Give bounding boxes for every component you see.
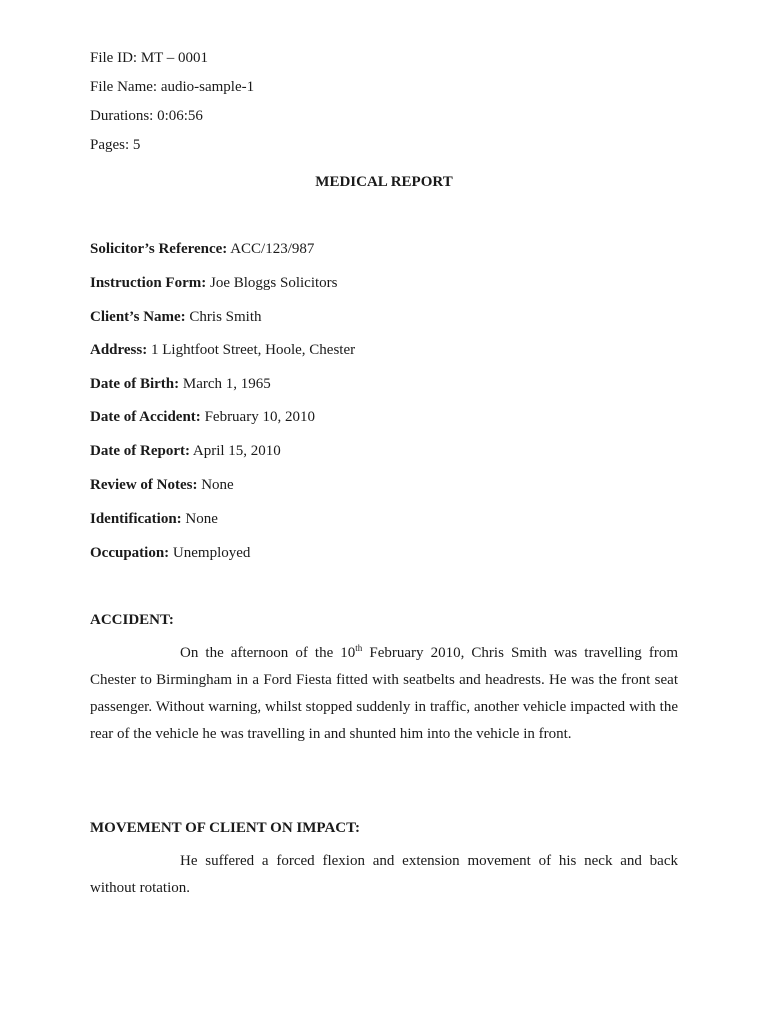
section-heading-movement: MOVEMENT OF CLIENT ON IMPACT:: [90, 820, 361, 836]
field-value: None: [197, 477, 234, 493]
field-label: Date of Report:: [90, 443, 190, 459]
file-id: File ID: MT – 0001: [90, 50, 209, 66]
movement-text: He suffered a forced flexion and extension movement of his neck and back without rotation.: [90, 853, 678, 896]
field-label: Review of Notes:: [90, 477, 198, 493]
field-value: Joe Bloggs Solicitors: [206, 275, 338, 291]
field-value: 1 Lightfoot Street, Hoole, Chester: [147, 342, 356, 358]
field-label: Identification:: [90, 511, 182, 527]
accident-text-start: On the afternoon of the 10: [180, 645, 356, 661]
field-value: April 15, 2010: [189, 443, 281, 459]
field-label: Occupation:: [90, 545, 170, 561]
field-value: Chris Smith: [185, 309, 262, 325]
field-label: Instruction Form:: [90, 275, 207, 291]
pages: Pages: 5: [90, 137, 141, 153]
field-value: March 1, 1965: [179, 376, 271, 392]
field-review-of-notes: [90, 475, 234, 495]
field-label: Address:: [90, 342, 148, 358]
section-heading-accident: ACCIDENT:: [90, 612, 174, 628]
field-solicitors-reference: [90, 239, 314, 259]
durations: Durations: 0:06:56: [90, 108, 203, 124]
field-address: [90, 340, 355, 360]
field-identification: [90, 509, 218, 529]
field-instruction-form: [90, 273, 338, 293]
section-body-accident: [90, 640, 678, 748]
field-value: Unemployed: [169, 545, 251, 561]
field-value: ACC/123/987: [227, 241, 315, 257]
field-label: Date of Accident:: [90, 409, 201, 425]
field-date-of-report: [90, 441, 281, 461]
file-name: File Name: audio-sample-1: [90, 79, 255, 95]
field-label: Client’s Name:: [90, 309, 186, 325]
field-clients-name: [90, 307, 262, 327]
field-date-of-accident: [90, 407, 315, 427]
accident-text-rest: February 2010, Chris Smith was travelling from Chester to Birmingham in a Ford Fiesta fitted with seatbelts and headrests. He was the front seat passenger. Without warning, whilst stopped suddenly in traffic, another vehicle impacted with the rear of the vehicle he was travelling in and shunted him into the vehicle in front.: [90, 645, 678, 742]
section-body-movement: [90, 848, 678, 902]
field-label: Date of Birth:: [90, 376, 180, 392]
field-value: None: [181, 511, 218, 527]
field-label: Solicitor’s Reference:: [90, 241, 228, 257]
field-value: February 10, 2010: [200, 409, 315, 425]
field-date-of-birth: [90, 374, 271, 394]
report-title: MEDICAL REPORT: [315, 174, 453, 190]
ordinal-suffix: th: [355, 643, 363, 653]
field-occupation: [90, 543, 250, 563]
